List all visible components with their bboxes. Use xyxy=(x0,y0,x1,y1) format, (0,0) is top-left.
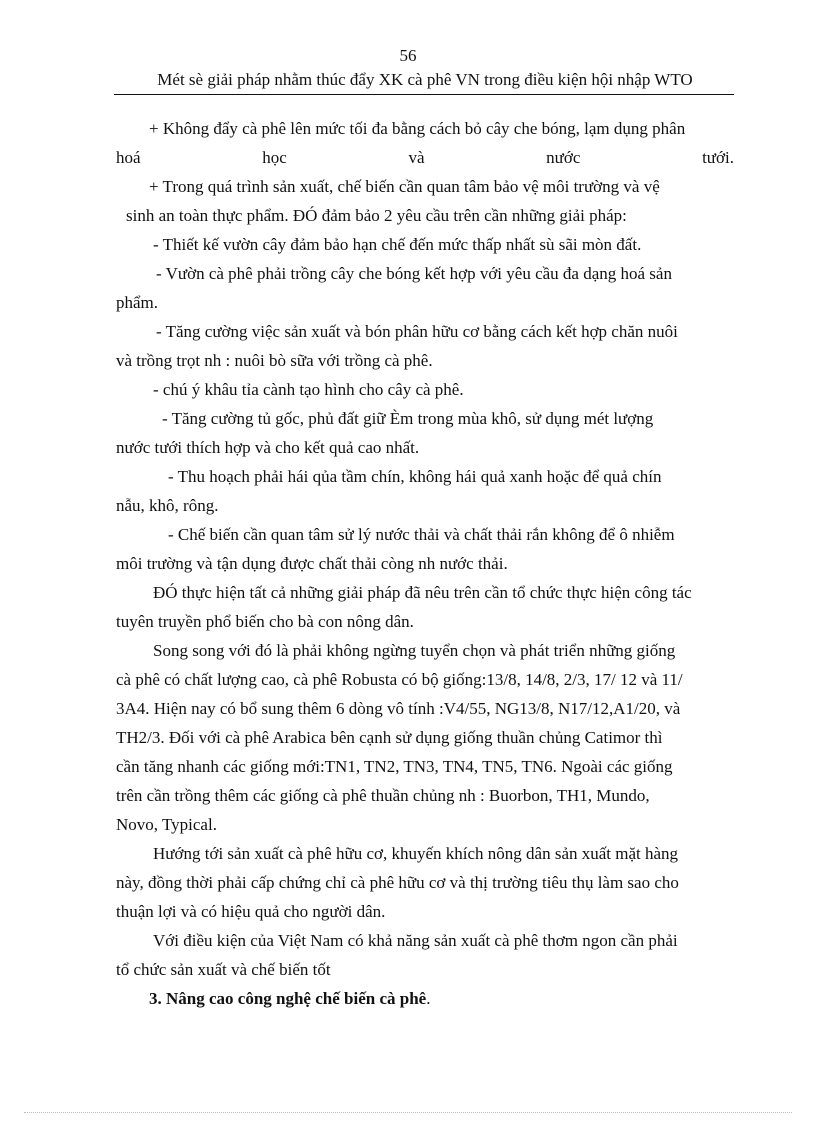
section-heading: 3. Nâng cao công nghệ chế biến cà phê xyxy=(149,989,427,1008)
body-line: Novo, Typical. xyxy=(116,815,217,834)
body-line: - Tăng cường việc sản xuất và bón phân hữu cơ bằng cách kết hợp chăn nuôi xyxy=(156,322,678,341)
body-line: - chú ý khâu tỉa cành tạo hình cho cây cà phê. xyxy=(153,380,464,399)
body-line: ĐÓ thực hiện tất cả những giải pháp đã nêu trên cần tổ chức thực hiện công tác xyxy=(153,583,692,602)
body-line: sinh an toàn thực phẩm. ĐÓ đảm bảo 2 yêu cầu trên cần những giải pháp: xyxy=(126,206,627,225)
footer-rule xyxy=(24,1112,792,1113)
body-line: - Thu hoạch phải hái qủa tầm chín, không hái quả xanh hoặc để quả chín xyxy=(168,467,662,486)
body-line: - Tăng cường tủ gốc, phủ đất giữ Èm trong mùa khô, sử dụng mét lượng xyxy=(162,409,654,428)
body-line: - Chế biến cần quan tâm sử lý nước thải và chất thải rắn không để ô nhiễm xyxy=(168,525,675,544)
heading-period: . xyxy=(426,989,431,1008)
body-line: trên cần trồng thêm các giống cà phê thuần chủng nh : Buorbon, TH1, Mundo, xyxy=(116,786,650,805)
body-line: phẩm. xyxy=(116,293,159,312)
body-line: nước tưới thích hợp và cho kết quả cao nhất. xyxy=(116,438,420,457)
body-line: 3A4. Hiện nay có bổ sung thêm 6 dòng vô tính :V4/55, NG13/8, N17/12,A1/20, và xyxy=(116,699,681,718)
body-line: TH2/3. Đối với cà phê Arabica bên cạnh sử dụng giống thuần chủng Catimor thì xyxy=(116,728,663,747)
word: tưới. xyxy=(702,148,734,167)
document-body xyxy=(116,114,734,1013)
body-line: Với điều kiện của Việt Nam có khả năng sản xuất cà phê thơm ngon cần phải xyxy=(153,931,678,950)
body-line: - Thiết kế vườn cây đảm bảo hạn chế đến mức thấp nhất sù sãi mòn đất. xyxy=(153,235,642,254)
word: học xyxy=(262,148,287,167)
body-line xyxy=(116,143,734,172)
body-line: Song song với đó là phải không ngừng tuyển chọn và phát triển những giống xyxy=(153,641,676,660)
word: nước xyxy=(546,148,581,167)
body-line: + Không đẩy cà phê lên mức tối đa bằng cách bỏ cây che bóng, lạm dụng phân xyxy=(149,119,686,138)
body-line: cà phê có chất lượng cao, cà phê Robusta có bộ giống:13/8, 14/8, 2/3, 17/ 12 và 11/ xyxy=(116,670,683,689)
page-number: 56 xyxy=(399,46,417,65)
body-line: + Trong quá trình sản xuất, chế biến cần quan tâm bảo vệ môi trường và vệ xyxy=(149,177,660,196)
section-heading-line xyxy=(116,984,734,1013)
running-header: Mét sè giải pháp nhằm thúc đẩy XK cà phê VN trong điều kiện hội nhập WTO xyxy=(157,70,693,89)
body-line: tổ chức sản xuất và chế biến tốt xyxy=(116,960,331,979)
body-line: Hướng tới sản xuất cà phê hữu cơ, khuyến khích nông dân sản xuất mặt hàng xyxy=(153,844,679,863)
body-line: này, đồng thời phải cấp chứng chỉ cà phê hữu cơ và thị trường tiêu thụ làm sao cho xyxy=(116,873,679,892)
body-line: cần tăng nhanh các giống mới:TN1, TN2, TN3, TN4, TN5, TN6. Ngoài các giống xyxy=(116,757,673,776)
body-line: - Vườn cà phê phải trồng cây che bóng kết hợp với yêu cầu đa dạng hoá sản xyxy=(156,264,672,283)
word: và xyxy=(408,148,425,167)
body-line: nẫu, khô, rông. xyxy=(116,496,219,515)
header-rule xyxy=(114,94,734,95)
body-line: môi trường và tận dụng được chất thải còng nh nước thải. xyxy=(116,554,508,573)
word: hoá xyxy=(116,148,141,167)
body-line: và trồng trọt nh : nuôi bò sữa với trồng cà phê. xyxy=(116,351,433,370)
body-line: thuận lợi và có hiệu quả cho người dân. xyxy=(116,902,386,921)
body-line: tuyên truyền phổ biến cho bà con nông dân. xyxy=(116,612,414,631)
